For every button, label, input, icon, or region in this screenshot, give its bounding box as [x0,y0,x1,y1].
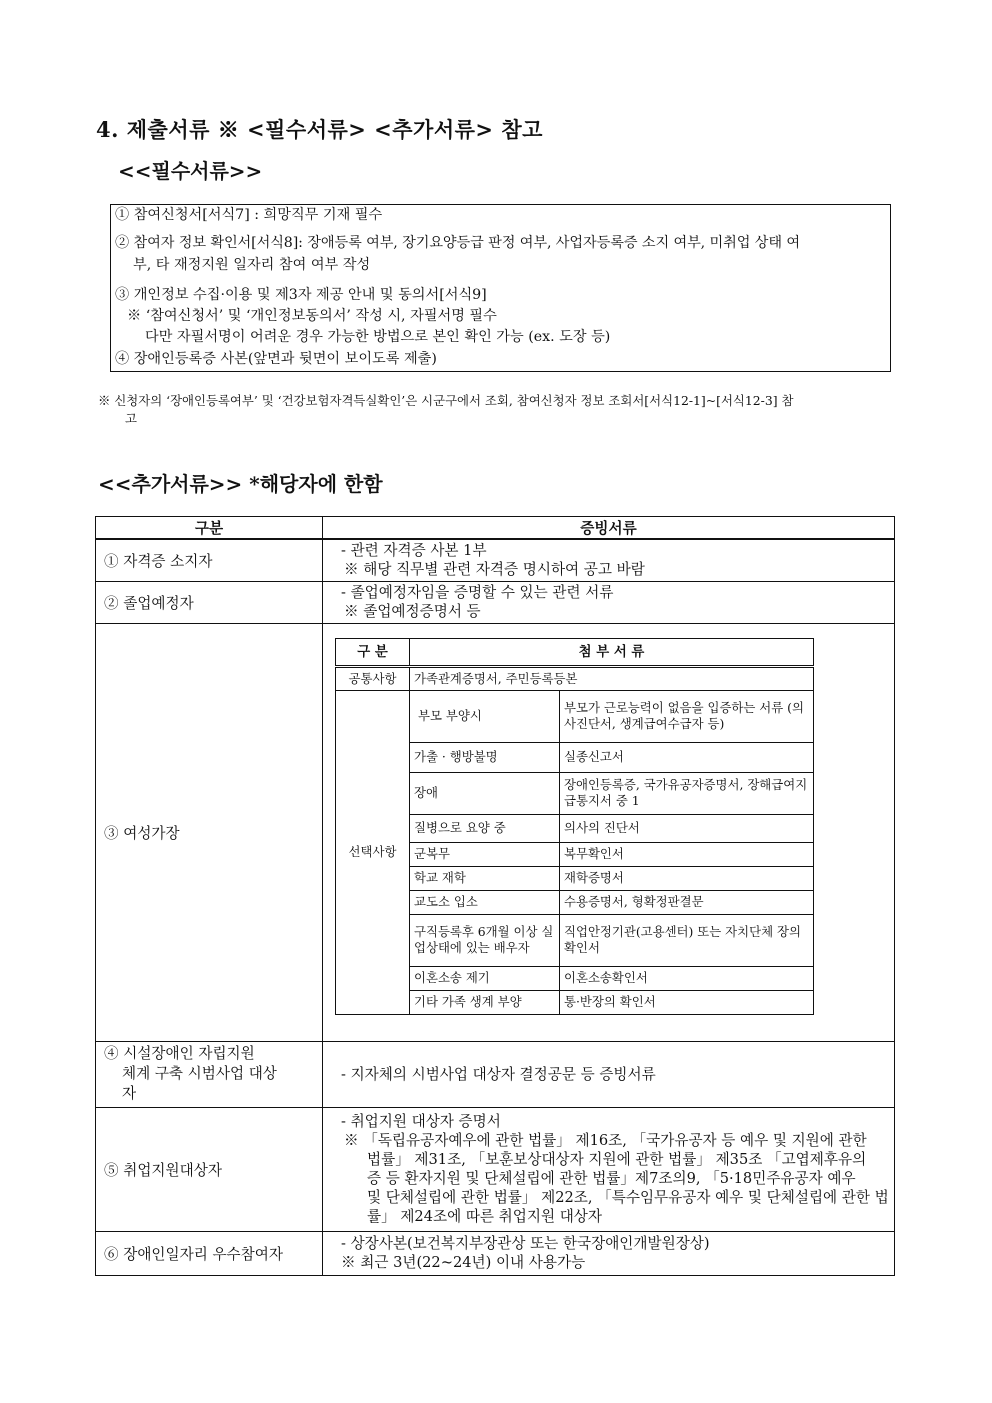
doc-note: ※ 졸업예정증명서 등 [344,603,481,620]
row-label-line: 체계 구축 시범사업 대상 [122,1065,277,1082]
case-cell: 장애 [410,772,560,814]
table-row [336,690,814,742]
doc-cell: 재학증명서 [560,866,814,890]
doc-note: ※ 해당 직무별 관련 자격증 명시하여 공고 바람 [344,561,645,579]
required-item-4: ④ 장애인등록증 사본(앞면과 뒷면이 보이도록 제출) [115,351,437,367]
row-label: ⑥ 장애인일자리 우수참여자 [96,1231,323,1275]
table-row [96,539,895,581]
required-item-1: ① 참여신청서[서식7] : 희망직무 기재 필수 [115,207,383,223]
doc-cell: 의사의 진단서 [560,814,814,842]
row-label-line: ④ 시설장애인 자립지원 [104,1045,255,1062]
row-label: ② 졸업예정자 [96,581,323,623]
row-label: ⑤ 취업지원대상자 [96,1107,323,1231]
doc-cell: 장애인등록증, 국가유공자증명서, 장해급여지급통지서 중 1 [560,772,814,814]
doc-note: ※ 최근 3년(22~24년) 이내 사용가능 [341,1254,586,1271]
case-cell: 학교 재학 [410,866,560,890]
doc-cell: 통·반장의 확인서 [560,990,814,1014]
doc-cell: 실종신고서 [560,742,814,772]
common-docs: 가족관계증명서, 주민등록등본 [410,666,814,690]
row-label: ③ 여성가장 [96,623,323,1041]
doc-cell: 부모가 근로능력이 없음을 입증하는 서류 (의사진단서, 생계급여수급자 등) [560,690,814,742]
doc-cell: 복무확인서 [560,842,814,866]
case-cell: 부모 부양시 [410,690,560,742]
doc-line: - 상장사본(보건복지부장관상 또는 한국장애인개발원장상) [341,1235,710,1252]
note-line-2: 고 [125,411,137,426]
required-item-3-note: ※ ‘참여신청서’ 및 ‘개인정보동의서’ 작성 시, 자필서명 필수 [127,308,497,324]
table-row [96,1231,895,1275]
row-docs [323,539,895,581]
doc-line: - 졸업예정자임을 증명할 수 있는 관련 서류 [341,584,614,601]
case-cell: 구직등록후 6개월 이상 실업상태에 있는 배우자 [410,914,560,966]
section-heading [96,114,543,144]
header-documents: 증빙서류 [323,517,895,540]
case-cell: 질병으로 요양 중 [410,814,560,842]
doc-cell: 직업안정기관(고용센터) 또는 자치단체 장의 확인서 [560,914,814,966]
required-item-2: ② 참여자 정보 확인서[서식8]: 장애등록 여부, 장기요양등급 판정 여부, 사업자등록증 소지 여부, 미취업 상태 여 [115,235,800,251]
female-householder-docs-table [335,638,814,1015]
doc-note-cont: 및 단체설립에 관한 법률」 제22조, 「특수임무유공자 예우 및 단체설립에 관한 법 [367,1189,889,1206]
row-docs [323,581,895,623]
doc-note: ※ 「독립유공자예우에 관한 법률」 제16조, 「국가유공자 등 예우 및 지원에 관한 [344,1132,867,1149]
required-docs-title: <<필수서류>> [118,159,263,183]
required-docs-box [110,204,891,372]
required-item-3-note-cont: 다만 자필서명이 어려운 경우 가능한 방법으로 본인 확인 가능 (ex. 도장 등) [145,329,611,345]
doc-note-cont: 률」 제24조에 따른 취업지원 대상자 [367,1208,602,1225]
table-row [96,1041,895,1107]
section-number: 4. [96,117,119,142]
additional-docs-title: <<추가서류>> *해당자에 한함 [98,472,383,496]
row-docs [323,1231,895,1275]
row-docs [323,623,895,1041]
inner-header-documents: 첨 부 서 류 [410,638,814,666]
required-item-2-cont: 부, 타 재정지원 일자리 참여 여부 작성 [133,257,371,273]
case-cell: 기타 가족 생계 부양 [410,990,560,1014]
table-row [96,623,895,1041]
table-row [96,1107,895,1231]
row-docs [323,1107,895,1231]
required-item-3: ③ 개인정보 수집·이용 및 제3자 제공 안내 및 동의서[서식9] [115,287,487,303]
doc-line: - 취업지원 대상자 증명서 [341,1113,501,1130]
inner-header-category: 구 분 [336,638,410,666]
reference-text: <필수서류> <추가서류> 참고 [247,117,543,142]
row-label: ① 자격증 소지자 [96,539,323,581]
doc-line: - 관련 자격증 사본 1부 [341,542,487,560]
note-line-1: ※ 신청자의 ‘장애인등록여부’ 및 ‘건강보험자격득실확인’은 시군구에서 조회, 참여신청자 정보 조회서[서식12-1]~[서식12-3] 참 [98,393,794,408]
row-label-line: 자 [122,1085,137,1102]
required-docs-note [98,392,898,428]
table-header-row [96,517,895,540]
additional-docs-table [95,516,895,1276]
table-row [336,666,814,690]
common-label: 공통사항 [336,666,410,690]
row-docs: - 지자체의 시범사업 대상자 결정공문 등 증빙서류 [323,1041,895,1107]
case-cell: 이혼소송 제기 [410,966,560,990]
case-cell: 교도소 입소 [410,890,560,914]
doc-note-cont: 증 등 환자지원 및 단체설립에 관한 법률」제7조의9, 「5·18민주유공자 예우 [367,1170,856,1187]
case-cell: 군복무 [410,842,560,866]
case-cell: 가출 · 행방불명 [410,742,560,772]
doc-note-cont: 법률」 제31조, 「보훈보상대상자 지원에 관한 법률」 제35조 「고엽제후유의 [367,1151,867,1168]
doc-cell: 수용증명서, 형확정판결문 [560,890,814,914]
select-label: 선택사항 [336,690,410,1014]
doc-cell: 이혼소송확인서 [560,966,814,990]
table-row [96,581,895,623]
section-title: 제출서류 [126,117,210,142]
reference-mark: ※ [217,117,240,142]
inner-header-row [336,638,814,666]
row-label [96,1041,323,1107]
header-category: 구분 [96,517,323,540]
